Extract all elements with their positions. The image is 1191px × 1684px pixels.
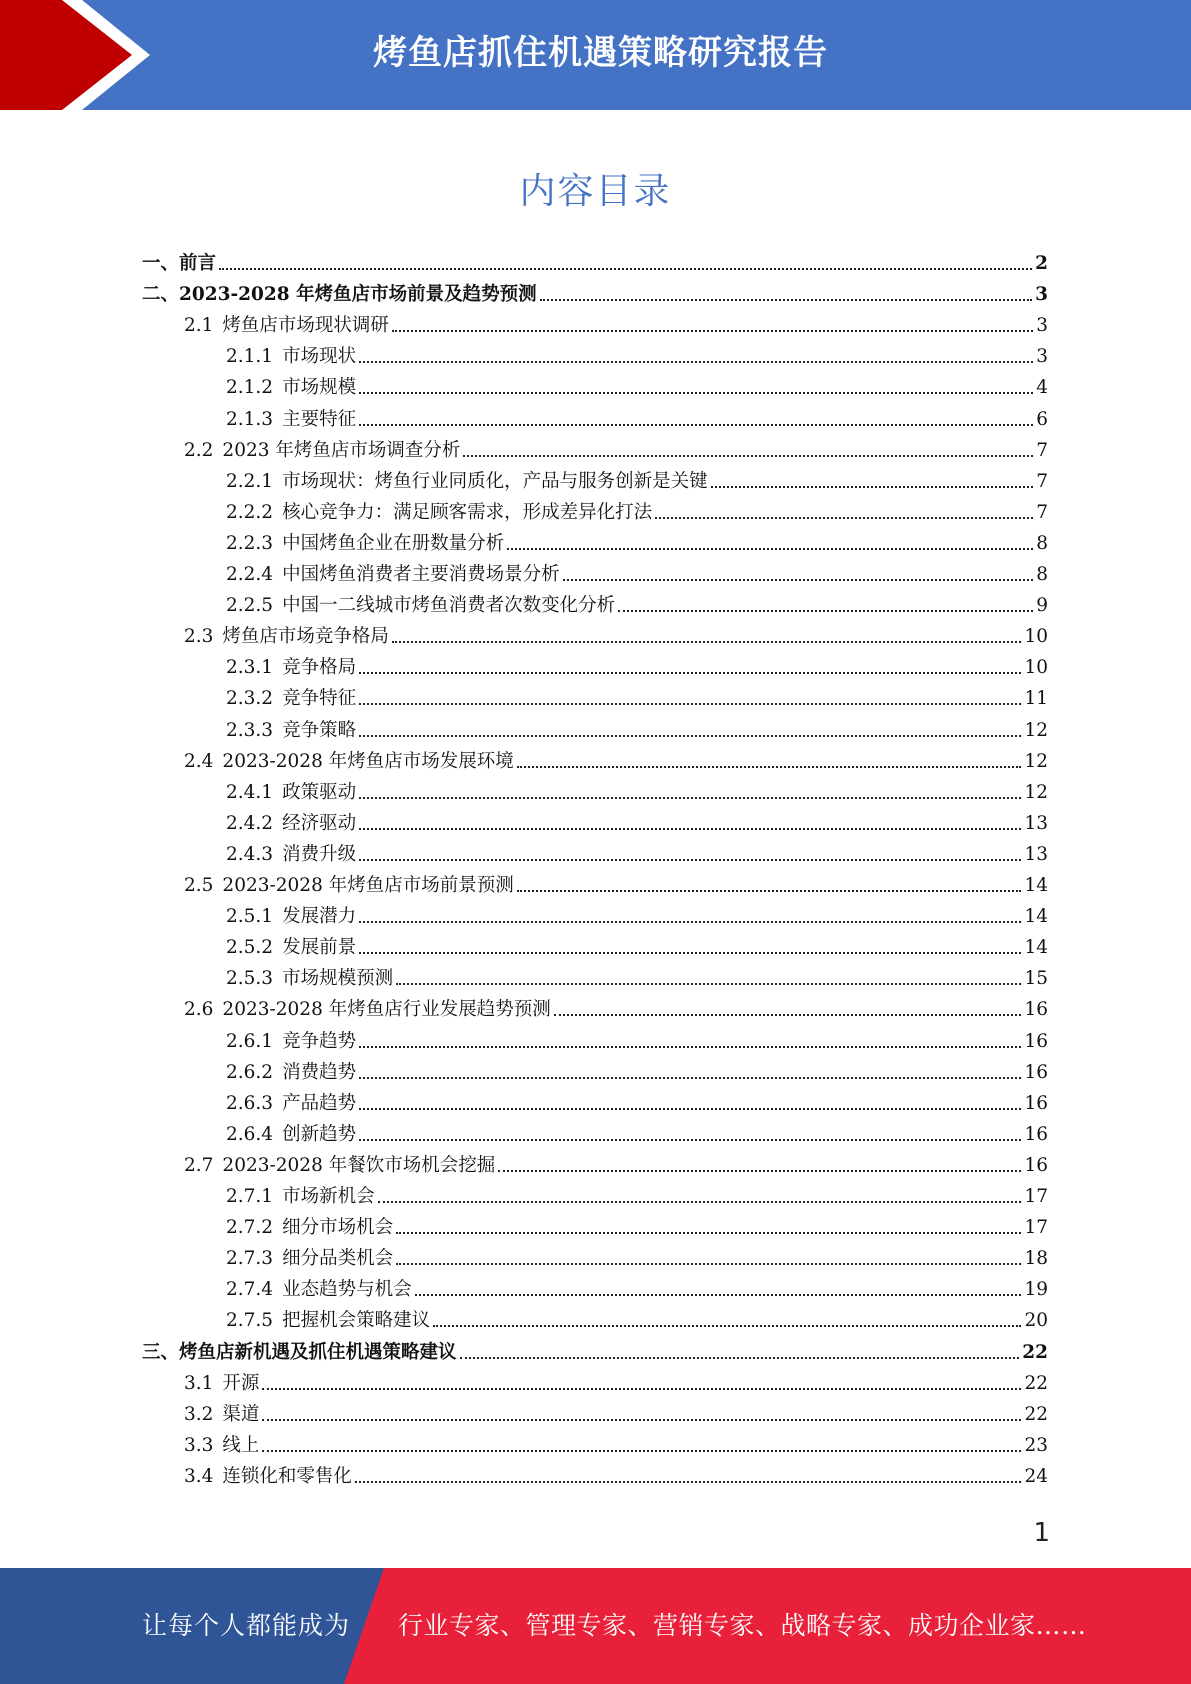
toc-dot-leader (359, 952, 1021, 954)
toc-entry-number: 2.1.2 (226, 377, 274, 399)
toc-entry[interactable] (142, 959, 1048, 990)
toc-entry-page: 7 (1036, 439, 1048, 461)
toc-entry-title: 竞争格局 (282, 657, 357, 679)
toc-entry-number: 2.6.1 (226, 1030, 274, 1052)
toc-entry[interactable] (142, 1457, 1048, 1488)
toc-entry[interactable] (142, 897, 1048, 928)
toc-dot-leader (359, 672, 1021, 674)
toc-entry-label (184, 1404, 259, 1426)
toc-entry-title: 烤鱼店市场现状调研 (222, 315, 389, 337)
toc-dot-leader (618, 610, 1033, 612)
report-header-band (0, 0, 1191, 110)
toc-entry-label (226, 1279, 412, 1301)
toc-entry-number: 2.7 (184, 1154, 214, 1176)
toc-entry-title: 核心竞争力：满足顾客需求，形成差异化打法 (282, 501, 653, 523)
toc-dot-leader (359, 828, 1021, 830)
report-title: 烤鱼店抓住机遇策略研究报告 (373, 33, 828, 73)
toc-entry-page: 23 (1024, 1434, 1048, 1456)
toc-dot-leader (517, 766, 1022, 768)
toc-entry-title: 中国烤鱼消费者主要消费场景分析 (282, 564, 560, 585)
toc-entry-number: 2.3 (184, 626, 214, 648)
toc-entry-number: 2.3.2 (226, 688, 274, 710)
toc-entry-page: 17 (1024, 1186, 1048, 1207)
toc-entry-page: 15 (1024, 968, 1048, 990)
toc-entry[interactable] (142, 679, 1048, 710)
toc-entry-title: 细分市场机会 (282, 1217, 394, 1239)
toc-entry-page: 7 (1036, 470, 1048, 492)
toc-dot-leader (359, 921, 1021, 923)
toc-dot-leader (262, 1419, 1021, 1421)
toc-entry-number: 2.2.3 (226, 532, 274, 554)
toc-entry-label (226, 937, 356, 959)
toc-entry-page: 16 (1024, 1154, 1048, 1176)
footer-slogan-right: 行业专家、管理专家、营销专家、战略专家、成功企业家…… (398, 1611, 1087, 1640)
toc-dot-leader (359, 703, 1021, 705)
toc-entry-label (142, 253, 216, 275)
toc-entry[interactable] (142, 493, 1048, 524)
toc-entry-title: 2023-2028 年烤鱼店市场发展环境 (222, 750, 514, 772)
toc-dot-leader (359, 424, 1033, 426)
toc-entry-title: 把握机会策略建议 (282, 1310, 431, 1332)
toc-dot-leader (554, 1014, 1022, 1016)
toc-entry[interactable] (142, 1270, 1048, 1301)
toc-entry[interactable] (142, 400, 1048, 431)
toc-dot-leader (498, 1170, 1021, 1172)
toc-entry-title: 细分品类机会 (282, 1248, 394, 1270)
toc-dot-leader (540, 299, 1033, 301)
toc-entry-page: 4 (1036, 377, 1048, 399)
toc-dot-leader (463, 455, 1033, 457)
toc-entry-number: 2.1 (184, 315, 214, 337)
toc-entry-label (226, 688, 356, 710)
toc-dot-leader (433, 1325, 1021, 1327)
toc-entry-number: 2.5 (184, 875, 214, 896)
toc-entry-page: 12 (1024, 781, 1048, 803)
toc-entry-number: 2.4.1 (226, 781, 274, 803)
toc-entry-label (226, 502, 652, 524)
toc-entry-title: 竞争策略 (282, 719, 357, 741)
toc-dot-leader (359, 392, 1033, 394)
toc-entry-label (226, 409, 356, 431)
toc-entry-title: 消费升级 (282, 843, 357, 865)
toc-entry-label (226, 968, 393, 990)
toc-entry-number: 2.5.1 (226, 906, 274, 928)
toc-entry-label (142, 284, 537, 306)
toc-entry[interactable] (142, 586, 1048, 617)
toc-entry-page: 14 (1024, 906, 1048, 928)
toc-entry[interactable] (142, 742, 1048, 773)
toc-entry-page: 8 (1036, 564, 1048, 585)
toc-entry[interactable] (142, 555, 1048, 586)
toc-entry-label (226, 782, 356, 804)
toc-entry-number: 2.5.3 (226, 968, 274, 990)
toc-entry-page: 22 (1024, 1372, 1048, 1394)
toc-entry-label (226, 657, 356, 679)
toc-entry-label (184, 1373, 259, 1395)
toc-entry-label (226, 564, 560, 586)
toc-entry-title: 连锁化和零售化 (222, 1465, 352, 1487)
toc-dot-leader (359, 859, 1021, 861)
toc-entry[interactable] (142, 617, 1048, 648)
toc-entry-number: 2.6.3 (226, 1092, 274, 1114)
toc-entry-title: 业态趋势与机会 (282, 1279, 412, 1301)
toc-entry-title: 渠道 (222, 1403, 260, 1425)
toc-entry-page: 14 (1024, 937, 1048, 959)
toc-entry-title: 发展潜力 (282, 906, 357, 928)
toc-entry-number: 2.7.5 (226, 1310, 274, 1332)
toc-entry-title: 2023-2028 年烤鱼店市场前景预测 (222, 875, 514, 896)
toc-entry-page: 20 (1024, 1310, 1048, 1332)
toc-entry-label (226, 813, 356, 835)
toc-entry-label (184, 1466, 352, 1488)
toc-entry[interactable] (142, 1239, 1048, 1270)
toc-entry-page: 12 (1024, 719, 1048, 741)
toc-entry[interactable] (142, 1053, 1048, 1084)
toc-entry-title: 三、烤鱼店新机遇及抓住机遇策略建议 (142, 1341, 457, 1363)
toc-entry-page: 2 (1035, 253, 1048, 274)
toc-entry-page: 9 (1036, 595, 1048, 617)
toc-entry[interactable] (142, 711, 1048, 742)
toc-entry-label (226, 1093, 356, 1115)
toc-entry-title: 开源 (222, 1372, 260, 1394)
toc-entry-number: 2.2.2 (226, 501, 274, 523)
toc-dot-leader (219, 268, 1032, 270)
toc-dot-leader (415, 1294, 1022, 1296)
toc-entry-page: 16 (1024, 1061, 1048, 1083)
toc-entry-page: 16 (1024, 999, 1048, 1021)
toc-dot-leader (359, 1077, 1021, 1079)
toc-entry[interactable] (142, 1364, 1048, 1395)
toc-entry-title: 主要特征 (282, 408, 357, 430)
toc-entry-page: 22 (1024, 1403, 1048, 1425)
toc-entry-number: 3.4 (184, 1465, 214, 1487)
toc-entry-label (226, 471, 708, 493)
toc-entry-number: 2.2.5 (226, 595, 274, 617)
toc-entry-title: 市场规模预测 (282, 968, 394, 990)
toc-dot-leader (359, 735, 1021, 737)
toc-entry[interactable] (142, 1177, 1048, 1208)
toc-entry-number: 2.4.2 (226, 812, 274, 834)
toc-entry-title: 经济驱动 (282, 812, 357, 834)
toc-entry[interactable] (142, 1395, 1048, 1426)
toc-dot-leader (392, 330, 1033, 332)
toc-entry[interactable] (142, 524, 1048, 555)
toc-entry-label (184, 626, 389, 648)
toc-dot-leader (655, 517, 1033, 519)
toc-entry[interactable] (142, 835, 1048, 866)
toc-entry-label (226, 1186, 375, 1208)
toc-dot-leader (355, 1481, 1022, 1483)
toc-entry-title: 2023-2028 年餐饮市场机会挖掘 (222, 1154, 496, 1176)
toc-entry-number: 3.1 (184, 1372, 214, 1394)
toc-entry-title: 创新趋势 (282, 1123, 357, 1145)
toc-entry[interactable] (142, 1022, 1048, 1053)
toc-entry-title: 市场现状 (282, 346, 357, 368)
toc-entry-number: 2.2 (184, 439, 214, 461)
toc-entry-title: 一、前言 (142, 253, 217, 274)
toc-entry-number: 2.6.2 (226, 1061, 274, 1083)
toc-entry-page: 24 (1024, 1465, 1048, 1487)
toc-entry[interactable] (142, 1208, 1048, 1239)
toc-entry-page: 13 (1024, 843, 1048, 865)
toc-entry[interactable] (142, 1426, 1048, 1457)
toc-entry-number: 2.5.2 (226, 937, 274, 959)
toc-entry-label (226, 1217, 393, 1239)
toc-entry-title: 中国烤鱼企业在册数量分析 (282, 532, 505, 554)
toc-entry-number: 2.4 (184, 750, 214, 772)
toc-dot-leader (460, 1357, 1020, 1359)
toc-entry-label (226, 1031, 356, 1053)
toc-entry-label (184, 440, 460, 462)
toc-dot-leader (396, 1263, 1021, 1265)
toc-entry-number: 3.3 (184, 1434, 214, 1456)
toc-dot-leader (359, 797, 1021, 799)
toc-entry-page: 17 (1024, 1217, 1048, 1239)
toc-entry-page: 6 (1036, 408, 1048, 430)
toc-entry-label (226, 1062, 356, 1084)
toc-entry-page: 12 (1024, 750, 1048, 772)
toc-dot-leader (517, 890, 1022, 892)
toc-entry-number: 2.7.2 (226, 1217, 274, 1239)
toc-entry-label (226, 844, 356, 866)
toc-entry-title: 2023-2028 年烤鱼店行业发展趋势预测 (222, 999, 551, 1021)
toc-entry-label (226, 595, 615, 617)
toc-entry[interactable] (142, 1115, 1048, 1146)
toc-entry-title: 发展前景 (282, 937, 357, 959)
toc-entry-number: 2.7.4 (226, 1279, 274, 1301)
toc-dot-leader (359, 361, 1033, 363)
toc-entry-label (226, 906, 356, 928)
toc-entry-title: 市场现状：烤鱼行业同质化，产品与服务创新是关键 (282, 470, 708, 492)
toc-entry-label (142, 1342, 457, 1364)
toc-entry-title: 烤鱼店市场竞争格局 (222, 626, 389, 648)
toc-entry[interactable] (142, 275, 1048, 306)
toc-entry-title: 政策驱动 (282, 781, 357, 803)
toc-entry-page: 11 (1024, 688, 1048, 710)
toc-entry-label (226, 1248, 393, 1270)
toc-entry-page: 16 (1024, 1030, 1048, 1052)
toc-entry[interactable] (142, 1084, 1048, 1115)
toc-entry-number: 2.2.4 (226, 564, 274, 585)
toc-entry-page: 22 (1022, 1341, 1048, 1363)
toc-entry-number: 2.2.1 (226, 470, 274, 492)
toc-entry-label (226, 720, 356, 742)
toc-entry[interactable] (142, 804, 1048, 835)
toc-dot-leader (507, 548, 1033, 550)
toc-entry-number: 2.3.3 (226, 719, 274, 741)
toc-dot-leader (711, 486, 1034, 488)
toc-entry-label (184, 1435, 259, 1457)
toc-entry-label (184, 315, 389, 337)
toc-entry[interactable] (142, 1146, 1048, 1177)
toc-entry-page: 16 (1024, 1092, 1048, 1114)
toc-entry-title: 2023 年烤鱼店市场调查分析 (222, 439, 461, 461)
toc-entry-number: 2.1.3 (226, 408, 274, 430)
toc-entry[interactable] (142, 244, 1048, 275)
toc-heading: 内容目录 (519, 171, 672, 212)
toc-dot-leader (262, 1388, 1021, 1390)
toc-entry-title: 市场规模 (282, 377, 357, 399)
page-number: 1 (1033, 1518, 1050, 1548)
toc-dot-leader (392, 641, 1022, 643)
toc-dot-leader (359, 1108, 1021, 1110)
toc-dot-leader (396, 1232, 1021, 1234)
toc-dot-leader (396, 983, 1021, 985)
toc-entry-number: 2.6 (184, 999, 214, 1021)
toc-entry[interactable] (142, 990, 1048, 1021)
toc-entry[interactable] (142, 866, 1048, 897)
toc-entry-number: 2.1.1 (226, 346, 274, 368)
toc-entry-label (184, 1155, 495, 1177)
toc-entry-number: 2.6.4 (226, 1123, 274, 1145)
toc-entry-page: 7 (1036, 501, 1048, 523)
toc-dot-leader (359, 1139, 1021, 1141)
toc-entry[interactable] (142, 431, 1048, 462)
toc-entry-page: 14 (1024, 875, 1048, 896)
toc-entry[interactable] (142, 337, 1048, 368)
toc-dot-leader (262, 1450, 1021, 1452)
toc-entry[interactable] (142, 1301, 1048, 1332)
footer-band (0, 1568, 1191, 1684)
toc-entry-label (226, 377, 356, 399)
toc-entry-page: 18 (1024, 1248, 1048, 1270)
toc-dot-leader (359, 1046, 1021, 1048)
toc-dot-leader (378, 1201, 1022, 1203)
toc-entry-page: 13 (1024, 812, 1048, 834)
toc-entry[interactable] (142, 1333, 1048, 1364)
toc-entry[interactable] (142, 462, 1048, 493)
toc-entry-number: 2.3.1 (226, 657, 274, 679)
toc-entry-title: 二、2023-2028 年烤鱼店市场前景及趋势预测 (142, 284, 537, 306)
toc-dot-leader (563, 579, 1034, 581)
toc-entry-label (226, 533, 504, 555)
toc-entry[interactable] (142, 773, 1048, 804)
toc-entry[interactable] (142, 306, 1048, 337)
toc-entry-label (226, 1124, 356, 1146)
toc-entry-title: 竞争特征 (282, 688, 357, 710)
toc-entry-label (184, 875, 514, 897)
toc-entry-page: 8 (1036, 532, 1048, 554)
toc-entry-title: 消费趋势 (282, 1061, 357, 1083)
toc-entry-title: 中国一二线城市烤鱼消费者次数变化分析 (282, 595, 616, 617)
toc-entry-page: 19 (1024, 1279, 1048, 1301)
toc-entry[interactable] (142, 928, 1048, 959)
toc-entry-page: 10 (1024, 657, 1048, 679)
toc-entry-label (184, 999, 551, 1021)
toc-entry-title: 产品趋势 (282, 1092, 357, 1114)
toc-entry-number: 2.7.3 (226, 1248, 274, 1270)
toc-entry-title: 线上 (222, 1434, 260, 1456)
toc-entry[interactable] (142, 648, 1048, 679)
toc-entry-page: 10 (1024, 626, 1048, 648)
toc-entry-label (226, 346, 356, 368)
toc-entry-page: 3 (1035, 284, 1048, 306)
toc-entry-title: 竞争趋势 (282, 1030, 357, 1052)
toc-entry-page: 16 (1024, 1123, 1048, 1145)
footer-slogan-left: 让每个人都能成为 (142, 1611, 351, 1640)
toc-entry[interactable] (142, 368, 1048, 399)
toc-entry-number: 3.2 (184, 1403, 214, 1425)
toc-entry-number: 2.7.1 (226, 1186, 274, 1207)
toc-entry-number: 2.4.3 (226, 843, 274, 865)
toc-entry-page: 3 (1036, 346, 1048, 368)
toc-entry-label (226, 1310, 430, 1332)
toc-entry-page: 3 (1036, 315, 1048, 337)
toc-entry-title: 市场新机会 (282, 1186, 375, 1207)
toc-entry-label (184, 751, 514, 773)
